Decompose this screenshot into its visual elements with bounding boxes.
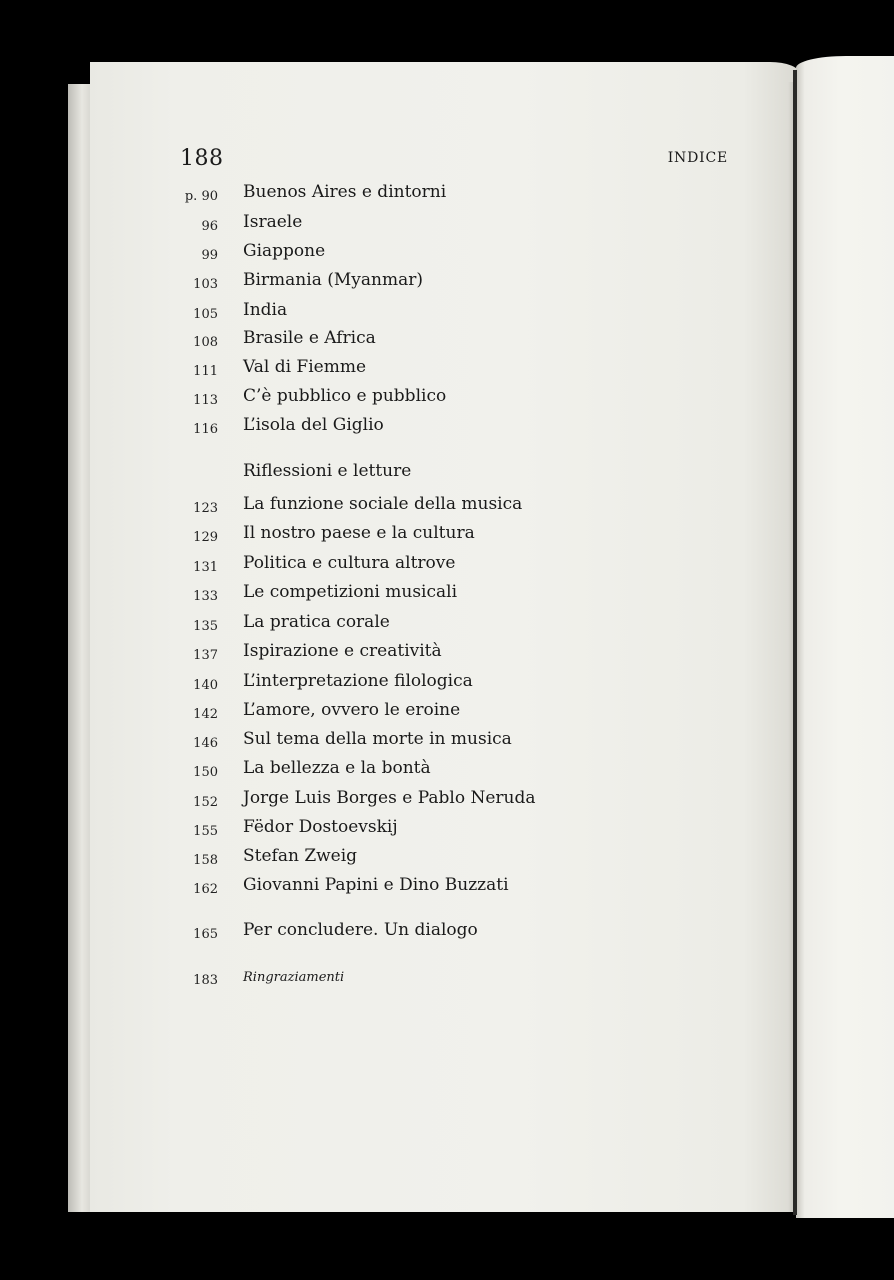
- toc-title: Per concludere. Un dialogo: [243, 920, 478, 940]
- toc-entry: [0, 182, 700, 210]
- toc-title: La funzione sociale della musica: [243, 494, 523, 514]
- toc-page-number: 116: [193, 422, 218, 437]
- toc-entry: [0, 788, 700, 816]
- toc-page-number: 146: [193, 736, 218, 751]
- toc-page-number: 129: [193, 530, 218, 545]
- toc-page-number: 142: [193, 707, 218, 722]
- toc-title: Val di Fiemme: [243, 357, 367, 377]
- toc-page-number: 158: [193, 853, 218, 868]
- toc-title: L’interpretazione filologica: [243, 671, 473, 691]
- toc-entry: [0, 875, 700, 903]
- toc-entry: [0, 846, 700, 874]
- toc-entry: [0, 241, 700, 269]
- toc-page-number: p. 90: [184, 189, 218, 204]
- toc-entry: [0, 386, 700, 414]
- toc-title: L’isola del Giglio: [243, 415, 384, 435]
- toc-entry: [0, 920, 700, 948]
- toc-entry: [0, 553, 700, 581]
- toc-page-number: 113: [193, 393, 218, 408]
- toc-entry: [0, 671, 700, 699]
- toc-title: Giovanni Papini e Dino Buzzati: [243, 875, 509, 895]
- toc-page-number: 103: [193, 277, 218, 292]
- toc-entry: [0, 582, 700, 610]
- toc-title: India: [243, 300, 288, 320]
- toc-page-number: 135: [193, 619, 218, 634]
- toc-page-number: 111: [193, 364, 218, 379]
- toc-title: Buenos Aires e dintorni: [243, 182, 447, 202]
- toc-entry: [0, 641, 700, 669]
- toc-title: Ispirazione e creatività: [243, 641, 442, 661]
- toc-page-number: 131: [193, 560, 218, 575]
- toc-page-number: 140: [193, 678, 218, 693]
- toc-title: Ringraziamenti: [243, 970, 345, 985]
- toc-title: Israele: [243, 212, 303, 232]
- toc-title: L’amore, ovvero le eroine: [243, 700, 461, 720]
- toc-entry: [0, 300, 700, 328]
- toc-page-number: 96: [201, 219, 218, 234]
- toc-title: Brasile e Africa: [243, 328, 376, 348]
- toc-page-number: 152: [193, 795, 218, 810]
- toc-page-number: 108: [193, 335, 218, 350]
- toc-title: Politica e cultura altrove: [243, 553, 456, 573]
- toc-title: Stefan Zweig: [243, 846, 358, 866]
- toc-page-number: 150: [193, 765, 218, 780]
- toc-title: La pratica corale: [243, 612, 390, 632]
- toc-page-number: 133: [193, 589, 218, 604]
- toc-title: Birmania (Myanmar): [243, 270, 423, 290]
- running-head: INDICE: [667, 150, 728, 166]
- toc-page-number: 123: [193, 501, 218, 516]
- toc-entry: [0, 966, 700, 994]
- toc-entry: [0, 270, 700, 298]
- toc-page-number: 105: [193, 307, 218, 322]
- toc-entry: [0, 357, 700, 385]
- toc-entry: [0, 212, 700, 240]
- toc-title: Giappone: [243, 241, 326, 261]
- toc-title: Jorge Luis Borges e Pablo Neruda: [243, 788, 536, 808]
- toc-entry: [0, 523, 700, 551]
- toc-entry: [0, 817, 700, 845]
- toc-entry: [0, 415, 700, 443]
- toc-entry: [0, 494, 700, 522]
- toc-title: Sul tema della morte in musica: [243, 729, 512, 749]
- toc-title: Il nostro paese e la cultura: [243, 523, 475, 543]
- toc-page-number: 137: [193, 648, 218, 663]
- toc-page-number: 155: [193, 824, 218, 839]
- page-number: 188: [180, 146, 224, 171]
- toc-entry: [0, 612, 700, 640]
- toc-entry: [0, 729, 700, 757]
- toc-title: Le competizioni musicali: [243, 582, 458, 602]
- toc-page-number: 162: [193, 882, 218, 897]
- toc-entry: [0, 758, 700, 786]
- toc-entry: [0, 328, 700, 356]
- toc-title: C’è pubblico e pubblico: [243, 386, 447, 406]
- toc-title: La bellezza e la bontà: [243, 758, 431, 778]
- toc-page-number: 99: [201, 248, 218, 263]
- toc-title: Fëdor Dostoevskij: [243, 817, 398, 837]
- toc-section-heading: Riflessioni e letture: [243, 461, 412, 481]
- toc-page-number: 183: [193, 973, 218, 988]
- toc-entry: [0, 700, 700, 728]
- toc-page-number: 165: [193, 927, 218, 942]
